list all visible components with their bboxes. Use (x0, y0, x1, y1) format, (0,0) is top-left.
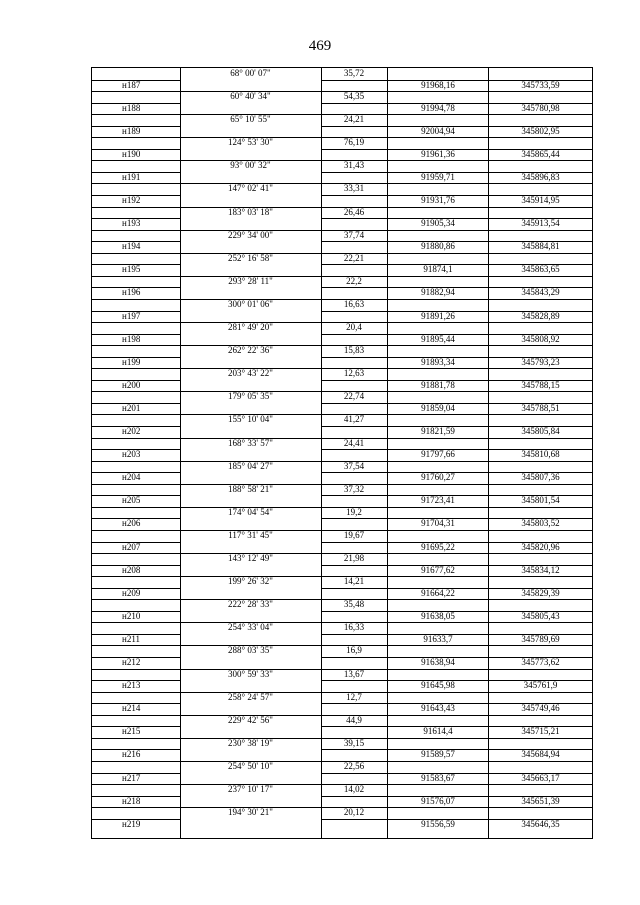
segment-row (92, 391, 592, 402)
segment-length: 22,2 (346, 275, 362, 286)
point-row (92, 311, 592, 322)
coordinate-x: 91638,05 (421, 610, 455, 621)
segment-length: 15,83 (343, 345, 365, 356)
coordinate-y: 345651,39 (521, 795, 560, 806)
bearing-angle: 65° 10' 55" (230, 114, 271, 125)
point-name: н203 (122, 449, 141, 460)
coordinate-y: 345801,54 (521, 495, 560, 506)
point-row (92, 680, 592, 691)
segment-length: 24,41 (343, 437, 365, 448)
segment-row (92, 438, 592, 449)
bearing-angle: 229° 34' 00" (228, 229, 273, 240)
point-row (92, 657, 592, 668)
point-row (92, 588, 592, 599)
coordinate-y: 345896,83 (521, 171, 560, 182)
segment-row (92, 784, 592, 795)
coordinate-y: 345802,95 (521, 125, 560, 136)
point-name: н199 (122, 356, 141, 367)
coordinate-y: 345913,54 (521, 218, 560, 229)
bearing-angle: 117° 31' 45" (228, 529, 273, 540)
segment-row (92, 530, 592, 541)
coordinate-y: 345684,94 (521, 749, 560, 760)
coordinate-x: 91880,86 (421, 241, 455, 252)
coordinate-y: 345805,43 (521, 610, 560, 621)
coordinate-x: 92004,94 (421, 125, 455, 136)
segment-row (92, 230, 592, 241)
point-name: н189 (122, 125, 141, 136)
coordinate-y: 345807,36 (521, 472, 560, 483)
coordinate-y: 345789,69 (521, 633, 560, 644)
bearing-angle: 60° 40' 34" (230, 91, 271, 101)
coordinate-y: 345803,52 (521, 518, 560, 529)
coordinate-x: 91859,04 (421, 402, 455, 413)
segment-length: 39,15 (343, 737, 365, 748)
segment-length: 54,35 (343, 91, 365, 101)
segment-row (92, 368, 592, 379)
point-row (92, 749, 592, 760)
coordinate-x: 91664,22 (421, 587, 455, 598)
point-row (92, 703, 592, 714)
segment-length: 13,67 (343, 668, 365, 679)
bearing-angle: 281° 49' 20" (228, 322, 273, 332)
segment-length: 19,2 (346, 506, 362, 517)
bearing-angle: 252° 16' 58" (228, 252, 273, 263)
coordinate-y: 345788,51 (521, 402, 560, 413)
bearing-angle: 199° 26' 32" (228, 576, 273, 587)
point-row (92, 449, 592, 460)
point-name: н201 (122, 402, 141, 413)
coordinate-x: 91994,78 (421, 102, 455, 113)
bearing-angle: 188° 58' 21" (228, 483, 273, 494)
coordinate-y: 345663,17 (521, 772, 560, 783)
bearing-angle: 147° 02' 41" (228, 183, 273, 194)
segment-length: 31,43 (343, 160, 365, 171)
coordinate-y: 345863,65 (521, 264, 560, 275)
segment-row (92, 207, 592, 218)
bearing-angle: 124° 53' 30" (228, 137, 273, 148)
coordinate-x: 91576,07 (421, 795, 455, 806)
coordinate-y: 345773,62 (521, 657, 560, 667)
bearing-angle: 203° 43' 22" (228, 368, 273, 379)
coordinate-x: 91874,1 (423, 264, 453, 275)
segment-length: 22,56 (343, 760, 365, 771)
bearing-angle: 222° 28' 33" (228, 599, 273, 610)
segment-length: 76,19 (343, 137, 365, 148)
bearing-angle: 179° 05' 35" (228, 391, 273, 402)
point-name: н195 (122, 264, 141, 275)
bearing-angle: 254° 50' 10" (228, 760, 273, 771)
bearing-angle: 174° 04' 54" (228, 506, 273, 517)
segment-length: 16,63 (343, 298, 365, 309)
segment-row (92, 345, 592, 356)
coordinate-x: 91677,62 (421, 564, 455, 575)
point-name: н217 (122, 772, 141, 783)
point-row (92, 287, 592, 298)
segment-row (92, 761, 592, 772)
bearing-angle: 254° 33' 04" (228, 622, 273, 633)
coordinate-x: 91643,43 (421, 703, 455, 714)
coordinate-y: 345808,92 (521, 333, 560, 344)
point-name: н218 (122, 795, 141, 806)
coordinate-x: 91760,27 (421, 472, 455, 483)
point-row (92, 426, 592, 437)
segment-length: 12,7 (346, 691, 362, 702)
point-name: н206 (122, 518, 141, 529)
coordinate-x: 91645,98 (421, 680, 455, 691)
segment-length: 35,48 (343, 599, 365, 610)
segment-length: 37,54 (343, 460, 365, 471)
segment-row (92, 414, 592, 425)
coordinate-y: 345834,12 (521, 564, 560, 575)
bearing-angle: 194° 30' 21" (228, 807, 273, 818)
segment-length: 24,21 (343, 114, 365, 125)
point-name: н190 (122, 148, 141, 159)
segment-row (92, 507, 592, 518)
segment-length: 37,32 (343, 483, 365, 494)
coordinate-y: 345780,98 (521, 102, 560, 113)
segment-row (92, 692, 592, 703)
coordinate-y: 345761,9 (523, 680, 558, 691)
segment-length: 35,72 (343, 68, 365, 78)
point-name: н219 (122, 818, 141, 829)
point-name: н198 (122, 333, 141, 344)
point-name: н196 (122, 287, 141, 298)
coordinate-x: 91797,66 (421, 449, 455, 460)
coordinate-x: 91959,71 (421, 171, 455, 182)
segment-row (92, 807, 592, 818)
segment-row (92, 553, 592, 564)
point-row (92, 172, 592, 183)
point-name: н213 (122, 680, 141, 691)
point-name: н188 (122, 102, 141, 113)
point-row (92, 218, 592, 229)
coordinate-y: 345914,95 (521, 195, 560, 205)
point-name: н193 (122, 218, 141, 229)
coordinate-x: 91893,34 (421, 356, 455, 367)
segment-row (92, 114, 592, 125)
point-name: н205 (122, 495, 141, 506)
segment-row (92, 137, 592, 148)
point-row (92, 334, 592, 345)
segment-length: 20,12 (343, 807, 365, 818)
point-name: н194 (122, 241, 141, 252)
bearing-angle: 185° 04' 27" (228, 460, 273, 471)
segment-length: 16,33 (343, 622, 365, 633)
point-name: н214 (122, 703, 141, 714)
point-row (92, 103, 592, 114)
segment-row (92, 68, 592, 79)
point-row (92, 726, 592, 737)
segment-length: 14,02 (343, 784, 365, 794)
point-name: н210 (122, 610, 141, 621)
coordinate-y: 345865,44 (521, 148, 560, 159)
coordinate-y: 345820,96 (521, 541, 560, 552)
point-row (92, 634, 592, 645)
segment-length: 41,27 (343, 414, 365, 425)
bearing-angle: 229° 42' 56" (228, 714, 273, 725)
coordinate-y: 345805,84 (521, 426, 560, 436)
segment-length: 33,31 (343, 183, 365, 194)
segment-row (92, 183, 592, 194)
segment-length: 22,74 (343, 391, 365, 402)
segment-row (92, 299, 592, 310)
coordinate-x: 91931,76 (421, 195, 455, 205)
segment-row (92, 599, 592, 610)
coordinate-x: 91905,34 (421, 218, 455, 229)
coordinate-x: 91881,78 (421, 379, 455, 390)
point-row (92, 565, 592, 576)
coordinate-x: 91556,59 (421, 818, 455, 829)
segment-row (92, 461, 592, 472)
segment-length: 14,21 (343, 576, 365, 587)
segment-row (92, 276, 592, 287)
bearing-angle: 288° 03' 35" (228, 645, 273, 656)
bearing-angle: 168° 33' 57" (228, 437, 273, 448)
coordinate-x: 91633,7 (423, 633, 453, 644)
point-name: н202 (122, 426, 141, 436)
point-name: н208 (122, 564, 141, 575)
bearing-angle: 143° 12' 49" (228, 553, 273, 563)
segment-length: 44,9 (346, 714, 362, 725)
point-name: н187 (122, 79, 141, 90)
segment-row (92, 484, 592, 495)
bearing-angle: 300° 59' 33" (228, 668, 273, 679)
point-row (92, 149, 592, 160)
point-name: н215 (122, 726, 141, 737)
point-name: н216 (122, 749, 141, 760)
point-name: н212 (122, 657, 141, 667)
point-name: н204 (122, 472, 141, 483)
segment-row (92, 322, 592, 333)
coordinate-x: 91961,36 (421, 148, 455, 159)
coordinate-x: 91638,94 (421, 657, 455, 667)
coordinate-x: 91695,22 (421, 541, 455, 552)
coordinate-x: 91891,26 (421, 310, 455, 321)
point-row (92, 542, 592, 553)
segment-row (92, 645, 592, 656)
point-name: н209 (122, 587, 141, 598)
point-row (92, 773, 592, 784)
point-name: н192 (122, 195, 141, 205)
coordinate-x: 91614,4 (423, 726, 453, 737)
segment-length: 12,63 (343, 368, 365, 379)
segment-row (92, 622, 592, 633)
point-row (92, 264, 592, 275)
segment-length: 26,46 (343, 206, 365, 217)
coordinate-x: 91895,44 (421, 333, 455, 344)
coordinate-y: 345646,35 (521, 818, 560, 829)
bearing-angle: 183° 03' 18" (228, 206, 273, 217)
point-name: н200 (122, 379, 141, 390)
segment-row (92, 253, 592, 264)
coordinate-y: 345715,21 (521, 726, 560, 737)
segment-row (92, 91, 592, 102)
coordinate-y: 345749,46 (521, 703, 560, 714)
coordinate-x: 91968,16 (421, 79, 455, 90)
segment-row (92, 576, 592, 587)
point-name: н191 (122, 171, 141, 182)
coordinate-y: 345810,68 (521, 449, 560, 460)
point-row (92, 472, 592, 483)
coordinate-y: 345829,39 (521, 587, 560, 598)
segment-length: 16,9 (346, 645, 362, 656)
point-name: н211 (122, 633, 140, 644)
point-row (92, 380, 592, 391)
coordinate-y: 345828,89 (521, 310, 560, 321)
segment-length: 19,67 (343, 529, 365, 540)
coordinate-x: 91882,94 (421, 287, 455, 298)
coordinate-y: 345793,23 (521, 356, 560, 367)
segment-row (92, 715, 592, 726)
point-row (92, 357, 592, 368)
segment-row (92, 669, 592, 680)
bearing-angle: 93° 00' 32" (230, 160, 271, 171)
coordinate-x: 91583,67 (421, 772, 455, 783)
segment-length: 37,74 (343, 229, 365, 240)
point-row (92, 195, 592, 206)
coordinate-y: 345884,81 (521, 241, 560, 252)
point-row (92, 611, 592, 622)
coordinate-table (91, 67, 593, 839)
bearing-angle: 230° 38' 19" (228, 737, 273, 748)
bearing-angle: 155° 10' 04" (228, 414, 273, 425)
coordinate-x: 91821,59 (421, 426, 455, 436)
coordinate-y: 345788,15 (521, 379, 560, 390)
bearing-angle: 293° 28' 11" (228, 275, 273, 286)
segment-length: 20,4 (346, 322, 362, 332)
bearing-angle: 262° 22' 36" (228, 345, 273, 356)
coordinate-y: 345733,59 (521, 79, 560, 90)
point-name: н207 (122, 541, 141, 552)
point-row (92, 819, 592, 830)
segment-length: 21,98 (343, 553, 365, 563)
coordinate-x: 91704,31 (421, 518, 455, 529)
bearing-angle: 300° 01' 06" (228, 298, 273, 309)
point-row (92, 80, 592, 91)
coordinate-x: 91589,57 (421, 749, 455, 760)
point-row (92, 796, 592, 807)
point-row (92, 403, 592, 414)
point-row (92, 495, 592, 506)
segment-row (92, 738, 592, 749)
coordinate-y: 345843,29 (521, 287, 560, 298)
coordinate-x: 91723,41 (421, 495, 455, 506)
point-row (92, 241, 592, 252)
segment-length: 22,21 (343, 252, 365, 263)
bearing-angle: 258° 24' 57" (228, 691, 273, 702)
bearing-angle: 237° 10' 17" (228, 784, 273, 794)
page-number: 469 (308, 38, 332, 54)
point-row (92, 126, 592, 137)
segment-row (92, 160, 592, 171)
point-row (92, 518, 592, 529)
point-name: н197 (122, 310, 141, 321)
bearing-angle: 68° 00' 07" (230, 68, 271, 78)
